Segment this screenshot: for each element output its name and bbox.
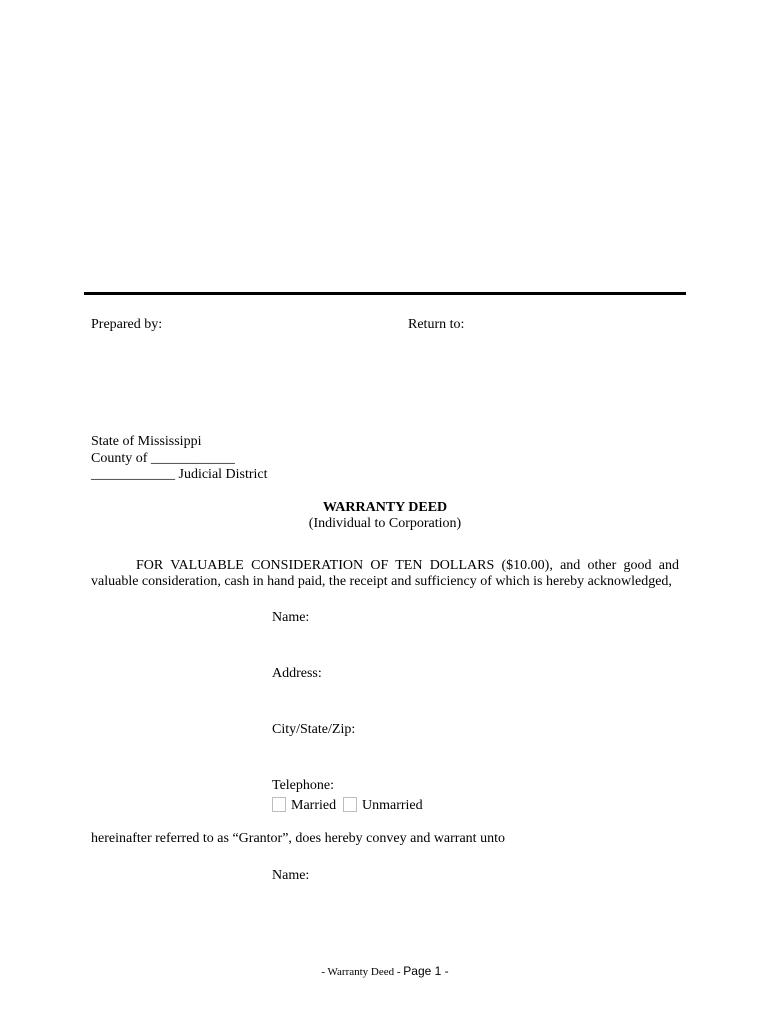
footer-doc-name: - Warranty Deed - bbox=[321, 966, 401, 978]
page-footer bbox=[0, 964, 770, 978]
prepared-by-label: Prepared by: bbox=[91, 317, 163, 332]
document-title: WARRANTY DEED bbox=[322, 500, 448, 515]
unmarried-checkbox[interactable] bbox=[343, 797, 357, 812]
state-line: State of Mississippi bbox=[91, 434, 202, 449]
grantor-city-state-zip-label: City/State/Zip: bbox=[272, 722, 356, 737]
unmarried-label: Unmarried bbox=[362, 798, 423, 813]
grantor-telephone-label: Telephone: bbox=[272, 778, 334, 793]
judicial-district-line: ____________ Judicial District bbox=[91, 467, 268, 482]
married-checkbox[interactable] bbox=[272, 797, 286, 812]
consideration-line-2: valuable consideration, cash in hand paid, the receipt and sufficiency of which is hereby acknowledged, bbox=[91, 574, 672, 589]
consideration-line-1: FOR VALUABLE CONSIDERATION OF TEN DOLLARS ($10.00), and other good and bbox=[136, 558, 679, 573]
grantor-name-label: Name: bbox=[272, 610, 310, 625]
document-subtitle: (Individual to Corporation) bbox=[308, 516, 462, 531]
married-label: Married bbox=[291, 798, 337, 813]
return-to-label: Return to: bbox=[408, 317, 465, 332]
grantor-address-label: Address: bbox=[272, 666, 322, 681]
convey-clause: hereinafter referred to as “Grantor”, does hereby convey and warrant unto bbox=[91, 831, 505, 846]
county-line: County of ____________ bbox=[91, 451, 235, 466]
header-divider-rule bbox=[84, 292, 686, 295]
grantee-name-label: Name: bbox=[272, 868, 310, 883]
footer-page-number: Page 1 - bbox=[403, 964, 449, 978]
